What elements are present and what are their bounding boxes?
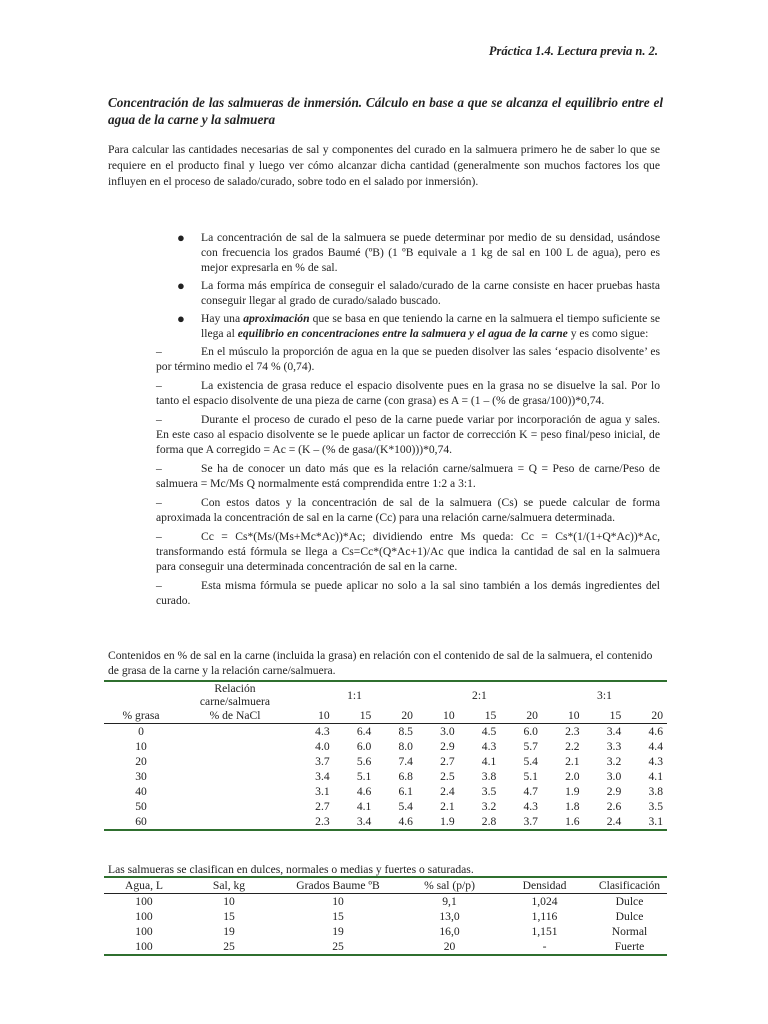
nacl-level: 10 — [318, 709, 330, 722]
value-cell: 1.9 — [565, 785, 580, 798]
nacl-header: % de NaCl — [209, 709, 261, 722]
value-cell: 3.3 — [606, 740, 622, 753]
table-subheader-row — [104, 708, 667, 724]
value-cell: 2.1 — [440, 800, 455, 813]
grasa-header: % grasa — [122, 709, 160, 722]
dash-text: La existencia de grasa reduce el espacio disolvente pues en la grasa no se disuelve la sal. Por lo tanto el espacio disolvente de una pieza de carne (con grasa) es A = (1 – (% de grasa/100))*0,74. — [156, 379, 660, 407]
value-cell: 4.0 — [315, 740, 330, 753]
value-cell: 8.5 — [398, 725, 413, 738]
value-cell: 7.4 — [398, 755, 413, 768]
value-cell: 5.6 — [356, 755, 372, 768]
bullet-item — [175, 311, 660, 341]
value-cell: 2.4 — [606, 815, 622, 828]
grasa-cell: 30 — [135, 770, 147, 783]
bullet-text-part: y es como sigue: — [567, 327, 649, 340]
table-cell: 25 — [332, 940, 344, 953]
dash-mark: – — [156, 462, 162, 475]
table-row — [104, 784, 667, 799]
nacl-level: 15 — [609, 709, 622, 722]
table-cell: 100 — [135, 895, 153, 908]
value-cell: 4.7 — [523, 785, 538, 798]
bullet-list — [175, 230, 660, 344]
table-cell: Dulce — [615, 895, 644, 908]
value-cell: 3.1 — [315, 785, 330, 798]
table-row — [104, 769, 667, 784]
table-cell: - — [542, 940, 547, 953]
table-cell: Dulce — [615, 910, 644, 923]
dash-item — [156, 529, 660, 574]
dash-mark: – — [156, 413, 162, 426]
value-cell: 4.4 — [648, 740, 663, 753]
table-cell: Fuerte — [614, 940, 645, 953]
value-cell: 1.8 — [565, 800, 580, 813]
value-cell: 8.0 — [398, 740, 413, 753]
value-cell: 4.5 — [481, 725, 497, 738]
value-cell: 2.4 — [440, 785, 455, 798]
table-cell: 100 — [135, 910, 153, 923]
table-cell: 19 — [223, 925, 235, 938]
bullet-item — [175, 230, 660, 275]
dash-text: En el músculo la proporción de agua en la que se pueden disolver las sales ‘espacio disolvente’ es por término medio el 74 % (0,74). — [156, 345, 660, 373]
table-cell: 15 — [223, 910, 235, 923]
table-header-row — [104, 877, 667, 894]
bullet-text-part: que se basa en que teniendo la carne en la salmuera el tiempo suficiente se llega al — [201, 312, 660, 340]
table-row — [104, 894, 667, 910]
table-cell: 9,1 — [442, 895, 457, 908]
table-row — [104, 939, 667, 955]
table-cell: 1,116 — [531, 910, 558, 923]
col-header: Agua, L — [125, 879, 163, 892]
value-cell: 4.6 — [356, 785, 372, 798]
nacl-level: 10 — [568, 709, 580, 722]
value-cell: 6.0 — [523, 725, 538, 738]
col-header: Clasificación — [598, 879, 661, 892]
ratio-header: 3:1 — [597, 688, 612, 702]
table-row — [104, 739, 667, 754]
value-cell: 3.8 — [648, 785, 663, 798]
dash-mark: – — [156, 345, 162, 358]
value-cell: 3.2 — [606, 755, 622, 768]
col-header: Sal, kg — [212, 879, 246, 892]
table-cell: 1,151 — [531, 925, 558, 938]
value-cell: 2.1 — [565, 755, 580, 768]
value-cell: 6.1 — [398, 785, 413, 798]
value-cell: 6.8 — [398, 770, 413, 783]
dash-text: Esta misma fórmula se puede aplicar no solo a la sal sino también a los demás ingredientes del curado. — [156, 579, 660, 607]
bullet-text-part: Hay una — [201, 312, 244, 325]
bullet-icon: ● — [177, 311, 185, 326]
grasa-cell: 50 — [135, 800, 147, 813]
salt-content-table — [104, 680, 667, 831]
value-cell: 2.5 — [440, 770, 455, 783]
value-cell: 3.4 — [606, 725, 622, 738]
value-cell: 6.4 — [356, 725, 372, 738]
value-cell: 2.0 — [565, 770, 580, 783]
bullet-icon: ● — [177, 278, 185, 293]
intro-paragraph: Para calcular las cantidades necesarias de sal y componentes del curado en la salmuera primero he de saber lo que se requiere en el producto final y luego ver cómo alcanzar dicha cantidad (generalmente son muchos factores los que influyen en el proceso de salado/curado, sobre todo en el salado por inmersión). — [108, 143, 660, 188]
value-cell: 6.0 — [356, 740, 372, 753]
table-cell: 25 — [223, 940, 235, 953]
table-cell: 1,024 — [531, 895, 558, 908]
value-cell: 4.3 — [648, 755, 663, 768]
table-row — [104, 754, 667, 769]
table-row — [104, 724, 667, 740]
bullet-text: La concentración de sal de la salmuera se puede determinar por medio de su densidad, usándose con frecuencia los grados Baumé (ºB) (1 ºB equivale a 1 kg de sal en 100 L de agua), pero es mejor expresarla en % de sal. — [201, 231, 660, 274]
nacl-level: 20 — [651, 709, 663, 722]
table-body — [104, 724, 667, 831]
dash-mark: – — [156, 379, 162, 392]
grasa-cell: 10 — [135, 740, 147, 753]
table-header-row — [104, 681, 667, 708]
value-cell: 4.3 — [481, 740, 497, 753]
value-cell: 4.1 — [356, 800, 372, 813]
relacion-header: Relación carne/salmuera — [199, 682, 271, 708]
table-cell: 20 — [443, 940, 456, 953]
table-cell: 16,0 — [439, 925, 460, 938]
bullet-icon: ● — [177, 230, 185, 245]
value-cell: 4.6 — [648, 725, 663, 738]
ratio-header: 2:1 — [472, 688, 487, 702]
dash-item — [156, 344, 660, 374]
dash-text: Cc = Cs*(Ms/(Ms+Mc*Ac))*Ac; dividiendo entre Ms queda: Cc = Cs*(1/(1+Q*Ac))*Ac, transformando está fórmula se llega a Cs=Cc*(Q*Ac+1)/Ac que indica la cantidad de sal en la salmuera para conseguir una determinada concentración de sal en la carne. — [156, 530, 660, 573]
table-cell: 100 — [135, 940, 153, 953]
table-cell: 100 — [135, 925, 153, 938]
grasa-cell: 0 — [138, 725, 144, 738]
section-title: Concentración de las salmueras de inmersión. Cálculo en base a que se alcanza el equilibrio entre el agua de la carne y la salmuera — [108, 95, 663, 127]
value-cell: 2.3 — [565, 725, 580, 738]
nacl-level: 20 — [526, 709, 538, 722]
value-cell: 3.5 — [648, 800, 663, 813]
value-cell: 1.9 — [440, 815, 455, 828]
bullet-emphasis: equilibrio en concentraciones entre la salmuera y el agua de la carne — [237, 327, 568, 340]
dash-item — [156, 578, 660, 608]
table-body — [104, 894, 667, 956]
table-cell: 10 — [332, 895, 344, 908]
value-cell: 5.1 — [523, 770, 538, 783]
value-cell: 5.7 — [523, 740, 538, 753]
table-cell: Normal — [611, 925, 648, 938]
value-cell: 2.9 — [440, 740, 455, 753]
value-cell: 4.3 — [523, 800, 538, 813]
col-header: Grados Baume ºB — [296, 878, 380, 892]
value-cell: 2.7 — [315, 800, 330, 813]
value-cell: 5.4 — [398, 800, 413, 813]
value-cell: 4.6 — [398, 815, 413, 828]
value-cell: 1.6 — [565, 815, 580, 828]
value-cell: 4.3 — [315, 725, 330, 738]
value-cell: 2.8 — [481, 815, 497, 828]
value-cell: 2.7 — [440, 755, 455, 768]
table-cell: 13,0 — [439, 910, 460, 923]
nacl-level: 15 — [484, 709, 497, 722]
dash-text: Durante el proceso de curado el peso de la carne puede variar por incorporación de agua y sales. En este caso al espacio disolvente se le puede aplicar un factor de corrección K = peso final/peso inicial, de forma que A corregido = Ac = (K – (% de gasa/(K*100)))*0,74. — [156, 413, 660, 456]
table-cell: 15 — [332, 910, 344, 923]
page-header: Práctica 1.4. Lectura previa n. 2. — [488, 44, 658, 58]
bullet-emphasis: aproximación — [243, 312, 310, 325]
bullet-text: La forma más empírica de conseguir el salado/curado de la carne consiste en hacer pruebas hasta conseguir llegar al grado de curado/salado buscado. — [201, 279, 660, 307]
value-cell: 4.1 — [648, 770, 663, 783]
value-cell: 3.2 — [481, 800, 497, 813]
table-row — [104, 814, 667, 830]
table-row — [104, 799, 667, 814]
bullet-item — [175, 278, 660, 308]
value-cell: 3.8 — [481, 770, 497, 783]
dash-mark: – — [156, 579, 162, 592]
value-cell: 3.7 — [315, 755, 330, 768]
table-row — [104, 909, 667, 924]
table1-caption: Contenidos en % de sal en la carne (incluida la grasa) en relación con el contenido de sal de la salmuera, el contenido de grasa de la carne y la relación carne/salmuera. — [108, 649, 653, 677]
dash-mark: – — [156, 530, 162, 543]
value-cell: 2.3 — [315, 815, 330, 828]
value-cell: 3.4 — [315, 770, 330, 783]
dash-mark: – — [156, 496, 162, 509]
col-header: % sal (p/p) — [424, 879, 475, 892]
value-cell: 3.4 — [356, 815, 372, 828]
ratio-header: 1:1 — [347, 688, 362, 702]
grasa-cell: 60 — [135, 815, 147, 828]
dash-item — [156, 378, 660, 408]
value-cell: 3.7 — [523, 815, 538, 828]
value-cell: 3.5 — [481, 785, 497, 798]
nacl-level: 15 — [359, 709, 372, 722]
value-cell: 4.1 — [481, 755, 497, 768]
value-cell: 2.6 — [606, 800, 622, 813]
grasa-cell: 20 — [135, 755, 147, 768]
value-cell: 3.1 — [648, 815, 663, 828]
nacl-level: 20 — [401, 709, 413, 722]
nacl-level: 10 — [443, 709, 455, 722]
value-cell: 2.9 — [606, 785, 622, 798]
table-cell: 19 — [332, 925, 344, 938]
value-cell: 3.0 — [440, 725, 455, 738]
dash-item — [156, 412, 660, 457]
table2-caption: Las salmueras se clasifican en dulces, normales o medias y fuertes o saturadas. — [108, 863, 474, 876]
value-cell: 5.1 — [356, 770, 372, 783]
dash-item — [156, 495, 660, 525]
dash-text: Con estos datos y la concentración de sal de la salmuera (Cs) se puede calcular de forma aproximada la concentración de sal en la carne (Cc) para una relación carne/salmuera determinada. — [156, 496, 660, 524]
dash-item — [156, 461, 660, 491]
value-cell: 3.0 — [606, 770, 622, 783]
col-header: Densidad — [522, 879, 567, 892]
table-row — [104, 924, 667, 939]
value-cell: 5.4 — [523, 755, 538, 768]
value-cell: 2.2 — [565, 740, 580, 753]
grasa-cell: 40 — [135, 785, 147, 798]
brine-classification-table — [104, 876, 667, 956]
dash-text: Se ha de conocer un dato más que es la relación carne/salmuera = Q = Peso de carne/Peso de salmuera = Mc/Ms Q normalmente está comprendida entre 1:2 a 3:1. — [156, 462, 660, 490]
dash-list — [156, 344, 660, 612]
table-cell: 10 — [223, 895, 235, 908]
